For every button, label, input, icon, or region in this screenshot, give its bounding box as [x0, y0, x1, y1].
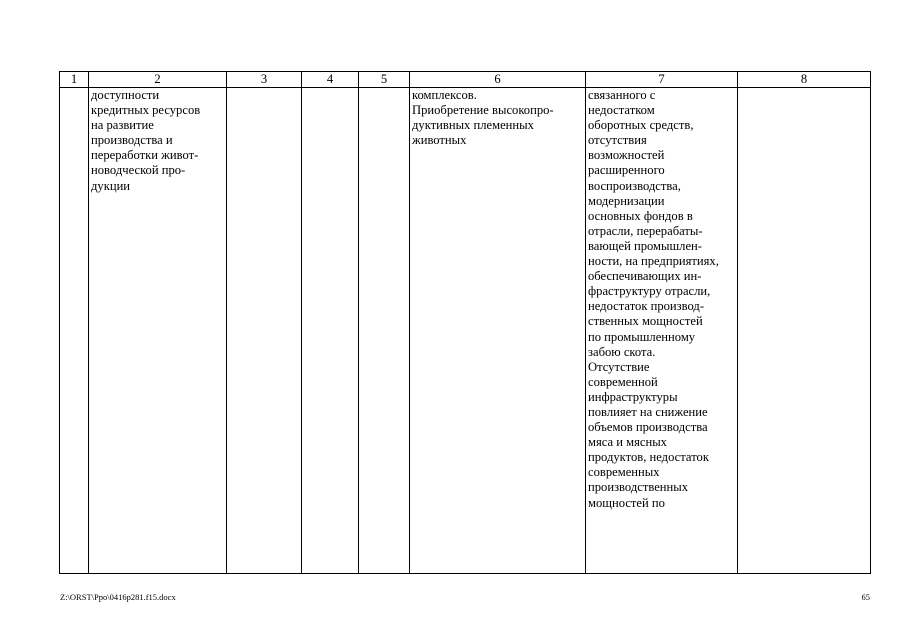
table-cell-5 [359, 88, 410, 574]
page-number: 65 [861, 592, 870, 602]
column-header-2: 2 [89, 72, 227, 88]
table-header-row [60, 72, 871, 88]
column-header-6: 6 [410, 72, 586, 88]
table-cell-7: связанного с недостатком оборотных средств, отсутствия возможностей расширенного воспроизводства, модернизации основных фондов в отрасли, перерабаты- вающей промышлен- ности, на предприятиях, обеспечивающих ин- фраструктуру отрасли, недостаток производ- ственных мощностей по промышленному забою скота. Отсутствие современной инфраструктуры повлияет на снижение объемов производства мяса и мясных продуктов, недостаток современных производственных мощностей по [586, 88, 738, 574]
table-cell-1 [60, 88, 89, 574]
column-header-3: 3 [227, 72, 302, 88]
column-header-1: 1 [60, 72, 89, 88]
table-cell-6: комплексов. Приобретение высокопро- дуктивных племенных животных [410, 88, 586, 574]
table-cell-3 [227, 88, 302, 574]
document-table [59, 71, 871, 574]
table-row [60, 88, 871, 574]
footer-file-path: Z:\ORST\Ppo\0416p281.f15.docx [60, 592, 176, 602]
column-header-8: 8 [738, 72, 871, 88]
table-cell-2: доступности кредитных ресурсов на развитие производства и переработки живот- новодческой про- дукции [89, 88, 227, 574]
column-header-7: 7 [586, 72, 738, 88]
column-header-5: 5 [359, 72, 410, 88]
table-cell-4 [302, 88, 359, 574]
table-cell-8 [738, 88, 871, 574]
column-header-4: 4 [302, 72, 359, 88]
